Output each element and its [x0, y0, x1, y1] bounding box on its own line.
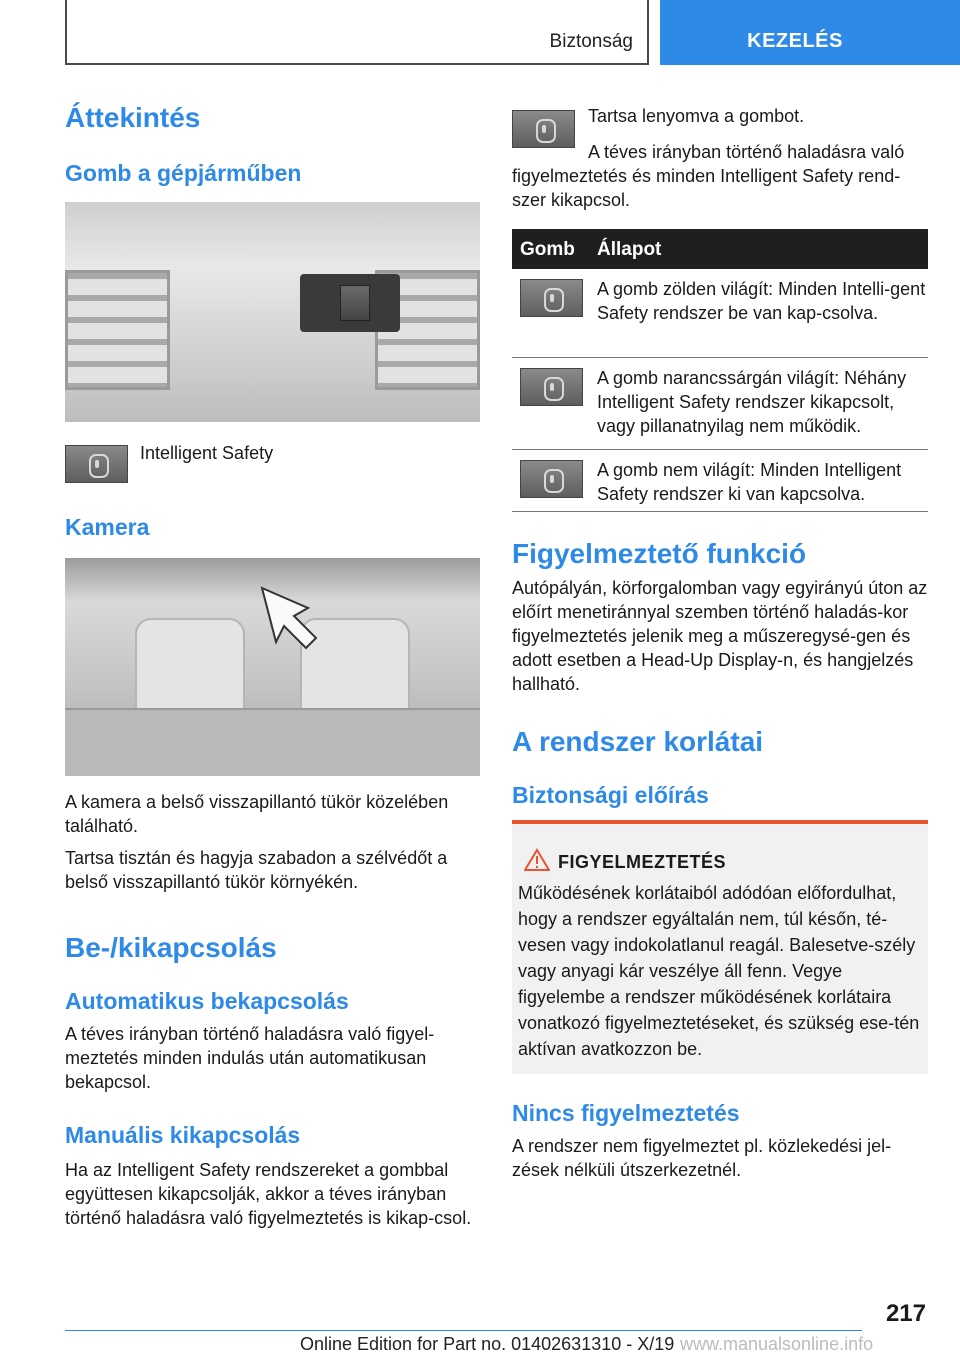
- warning-function-title: Figyelmeztető funkció: [512, 538, 807, 569]
- table-row: [512, 358, 928, 450]
- warning-text: Működésének korlátaiból adódóan előfordulhat, hogy a rendszer egyáltalán nem, túl későn, té-vesen vagy indokolatlanul reagál. Balesetve-szély vagy anyagi kár veszélye áll fenn. Vegye figyelembe a rendszer működésének korlátaira vonatkozó figyelmeztetéseket, és szükség ese-tén aktívan avatkozzon be.: [518, 883, 920, 1059]
- air-vent-left: [65, 270, 170, 390]
- button-orange-icon: [520, 368, 583, 406]
- table-row: [512, 450, 928, 512]
- page-number: 217: [885, 1300, 926, 1327]
- footer-divider: [65, 1330, 862, 1331]
- watermark: www.manualsonline.info: [680, 1334, 874, 1354]
- no-warning-heading: Nincs figyelmeztetés: [512, 1100, 740, 1126]
- dashboard-area: [65, 708, 480, 776]
- col-status-header: Állapot: [597, 239, 662, 260]
- manual-off-heading: Manuális kikapcsolás: [65, 1122, 301, 1148]
- header-chapter-tab[interactable]: [660, 0, 960, 65]
- warning-box: [512, 820, 928, 1074]
- no-warning-text: A rendszer nem figyelmeztet pl. közlekedési jel-zések nélküli útszerkezetnél.: [512, 1136, 892, 1180]
- status-green-text: A gomb zölden világít: Minden Intelli-gent Safety rendszer be van kap-csolva.: [597, 279, 926, 323]
- button-caption: Intelligent Safety: [140, 443, 274, 463]
- auto-on-heading: Automatikus bekapcsolás: [65, 988, 349, 1014]
- on-off-title: Be-/kikapcsolás: [65, 932, 277, 963]
- camera-clean-text: Tartsa tisztán és hagyja szabadon a szélvédőt a belső visszapillantó tükör környékén.: [65, 848, 448, 892]
- camera-location-text: A kamera a belső visszapillantó tükör közelében található.: [65, 792, 449, 836]
- button-green-icon: [520, 279, 583, 317]
- footer-edition: Online Edition for Part no. 01402631310 - X/19: [300, 1334, 675, 1354]
- warning-function-text: Autópályán, körforgalomban vagy egyirányú úton az előírt menetiránnyal szemben történő haladás-kor figyelmeztetés jelenik meg a műszeregysé-gen és adott esetben a Head-Up Display-n, és hangjelzés hallható.: [512, 578, 928, 694]
- status-orange-text: A gomb narancssárgán világít: Néhány Intelligent Safety rendszer kikapcsolt, vagy pillanatnyilag nem működik.: [597, 368, 907, 436]
- warning-label: FIGYELMEZTETÉS: [558, 852, 727, 872]
- intelligent-safety-button-icon: [65, 445, 128, 483]
- warning-triangle-icon: [524, 848, 550, 872]
- header-section-label: Biztonság: [549, 31, 633, 52]
- overview-title: Áttekintés: [65, 102, 201, 133]
- camera-interior-photo: [65, 558, 480, 776]
- system-limits-title: A rendszer korlátai: [512, 726, 764, 757]
- header-chapter-label: KEZELÉS: [747, 30, 843, 52]
- dashboard-button-photo: [65, 202, 480, 422]
- manual-off-text: Ha az Intelligent Safety rendszereket a gombbal együttesen kikapcsolják, akkor a téves irányban történő haladásra való figyelmeztetés is kikap-csol.: [65, 1160, 472, 1228]
- button-off-icon: [520, 460, 583, 498]
- hold-button-line: Tartsa lenyomva a gombot.: [588, 106, 805, 126]
- header-section-box: [65, 0, 649, 65]
- col-button-header: Gomb: [520, 239, 575, 260]
- status-off-text: A gomb nem világít: Minden Intelligent Safety rendszer ki van kapcsolva.: [597, 460, 902, 504]
- table-row: [512, 269, 928, 358]
- pointer-arrow-icon: [260, 586, 320, 652]
- safety-notice-heading: Biztonsági előírás: [512, 782, 709, 808]
- intelligent-safety-button-photo: [340, 285, 370, 321]
- auto-on-text: A téves irányban történő haladásra való figyel-meztetés minden indulás után automatikusan bekapcsol.: [65, 1024, 435, 1092]
- camera-heading: Kamera: [65, 514, 150, 540]
- status-table-header: [512, 229, 928, 269]
- hold-button-result: A téves irányban történő haladásra való figyelmeztetés és minden Intelligent Safety rend-szer kikapcsol.: [512, 142, 905, 210]
- button-in-vehicle-heading: Gomb a gépjárműben: [65, 160, 302, 186]
